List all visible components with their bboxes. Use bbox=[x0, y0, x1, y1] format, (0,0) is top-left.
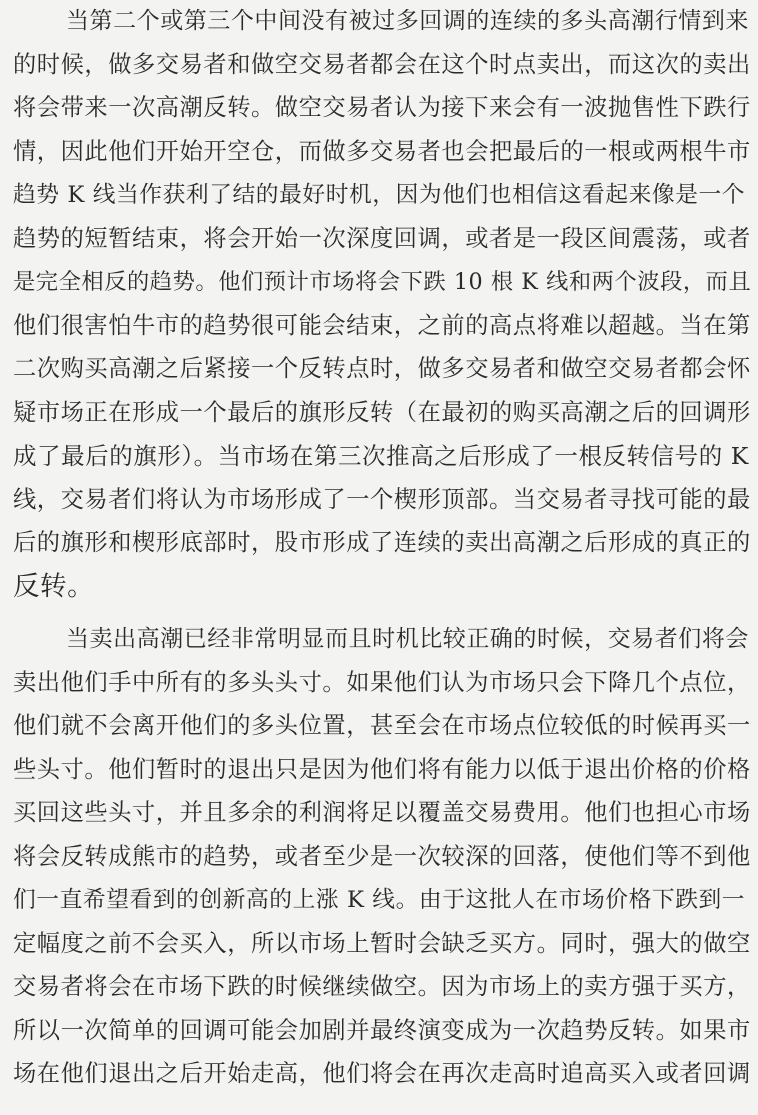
text-line: 的时候，做多交易者和做空交易者都会在这个时点卖出，而这次的卖出 bbox=[13, 50, 751, 78]
text-line: 二次购买高潮之后紧接一个反转点时，做多交易者和做空交易者都会怀 bbox=[13, 355, 751, 382]
text-line: 场在他们退出之后开始走高，他们将会在再次走高时追高买入或者回调 bbox=[13, 1060, 751, 1087]
text-line: 他们就不会离开他们的多头位置，甚至会在市场点位较低的时候再买一 bbox=[13, 712, 751, 739]
text-line: 情，因此他们开始开空仓，而做多交易者也会把最后的一根或两根牛市 bbox=[13, 137, 751, 165]
text-line: 是完全相反的趋势。他们预计市场将会下跌 10 根 K 线和两个波段，而且 bbox=[13, 269, 752, 295]
text-line: 定幅度之前不会买入，所以市场上暂时会缺乏买方。同时，强大的做空 bbox=[13, 929, 751, 957]
text-line: 趋势的短暂结束，将会开始一次深度回调，或者是一段区间震荡，或者 bbox=[13, 224, 751, 252]
text-line: 所以一次简单的回调可能会加剧并最终演变成为一次趋势反转。如果市 bbox=[13, 1016, 751, 1044]
text-line: 当第二个或第三个中间没有被过多回调的连续的多头高潮行情到来 bbox=[66, 8, 749, 34]
text-line: 成了最后的旗形）。当市场在第三次推高之后形成了一根反转信号的 K bbox=[13, 442, 749, 470]
text-line: 将会反转成熊市的趋势，或者至少是一次较深的回落，使他们等不到他 bbox=[13, 842, 751, 870]
text-line: 将会带来一次高潮反转。做空交易者认为接下来会有一波抛售性下跌行 bbox=[13, 94, 751, 121]
text-line: 交易者将会在市场下跌的时候继续做空。因为市场上的卖方强于买方， bbox=[13, 973, 751, 1000]
text-line: 当卖出高潮已经非常明显而且时机比较正确的时候，交易者们将会 bbox=[66, 626, 749, 652]
text-line: 后的旗形和楔形底部时，股市形成了连续的卖出高潮之后形成的真正的 bbox=[13, 529, 751, 556]
text-line: 他们很害怕牛市的趋势很可能会结束，之前的高点将难以超越。当在第 bbox=[13, 311, 751, 339]
text-line: 反转。 bbox=[13, 570, 95, 602]
text-line: 趋势 K 线当作获利了结的最好时机，因为他们也相信这看起来像是一个 bbox=[13, 182, 746, 208]
text-line: 买回这些头寸，并且多余的利润将足以覆盖交易费用。他们也担心市场 bbox=[13, 799, 751, 826]
text-line: 卖出他们手中所有的多头头寸。如果他们认为市场只会下降几个点位， bbox=[13, 668, 751, 696]
text-line: 疑市场正在形成一个最后的旗形反转（在最初的购买高潮之后的回调形 bbox=[13, 398, 751, 426]
text-line: 们一直希望看到的创新高的上涨 K 线。由于这批人在市场价格下跌到一 bbox=[13, 887, 746, 913]
text-line: 线，交易者们将认为市场形成了一个楔形顶部。当交易者寻找可能的最 bbox=[13, 485, 751, 513]
text-line: 些头寸。他们暂时的退出只是因为他们将有能力以低于退出价格的价格 bbox=[13, 755, 751, 783]
